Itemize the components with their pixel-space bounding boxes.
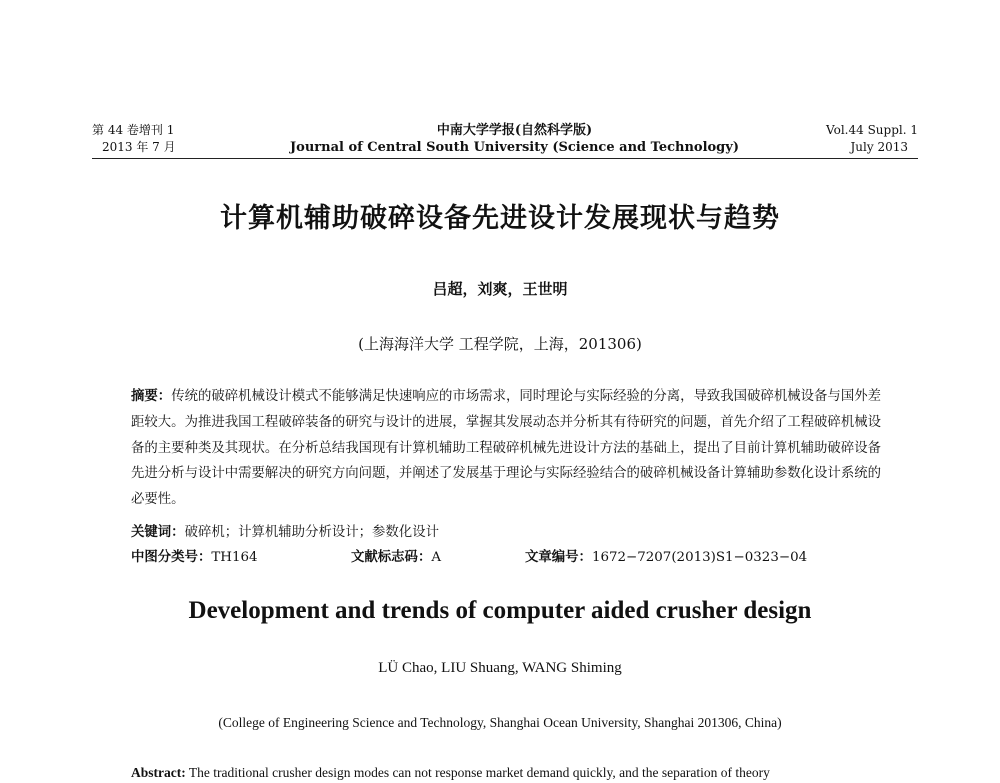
header-volume-en: Vol.44 Suppl. 1 [826, 123, 918, 137]
chinese-abstract [131, 384, 881, 513]
header-divider [92, 158, 918, 159]
chinese-authors: 吕超，刘爽，王世明 [432, 280, 568, 298]
chinese-title: 计算机辅助破碎设备先进设计发展现状与趋势 [220, 203, 780, 234]
english-title: Development and trends of computer aided crusher design [188, 597, 812, 624]
chinese-abstract-label: 摘要： [131, 389, 172, 404]
english-abstract-label: Abstract: [131, 765, 186, 780]
document-code [351, 547, 441, 569]
article-no-label: 文章编号： [525, 550, 592, 565]
chinese-keywords [131, 522, 881, 544]
chinese-affiliation: (上海海洋大学 工程学院，上海，201306) [358, 335, 642, 353]
english-abstract [131, 765, 891, 781]
header-date-en: July 2013 [850, 140, 908, 154]
article-number [525, 547, 807, 569]
clc-value: TH164 [211, 550, 258, 565]
header-date-cn: 2013 年 7 月 [102, 140, 176, 154]
header-journal-name [287, 122, 742, 156]
chinese-keywords-text: 破碎机；计算机辅助分析设计；参数化设计 [184, 525, 439, 540]
english-authors: LÜ Chao, LIU Shuang, WANG Shiming [378, 660, 622, 676]
chinese-abstract-text: 传统的破碎机械设计模式不能够满足快速响应的市场需求，同时理论与实际经验的分离，导致我国破碎机械设备与国外差距较大。为推进我国工程破碎装备的研究与设计的进展，掌握其发展动态并分析其有待研究的问题，首先介绍了工程破碎机械设备的主要种类及其现状。在分析总结我国现有计算机辅助工程破碎机械先进设计方法的基础上，提出了目前计算机辅助破碎设备先进分析与设计中需要解决的研究方向问题，并阐述了发展基于理论与实际经验结合的破碎机械设备计算辅助参数化设计系统的必要性。 [131, 389, 882, 508]
article-no-value: 1672−7207(2013)S1−0323−04 [591, 550, 808, 565]
english-abstract-text: The traditional crusher design modes can not response market demand quickly, and the separation of theory [188, 765, 770, 780]
header-volume-en-block [768, 122, 918, 156]
clc-label: 中图分类号： [131, 550, 212, 565]
english-affiliation: (College of Engineering Science and Technology, Shanghai Ocean University, Shanghai 201306, China) [218, 715, 782, 730]
header-volume-issue [92, 122, 242, 156]
header-volume-cn: 第 44 卷增刊 1 [92, 123, 175, 137]
header-journal-en: Journal of Central South University (Science and Technology) [290, 140, 739, 155]
header-journal-cn: 中南大学学报(自然科学版) [436, 123, 593, 138]
clc-number [131, 547, 258, 569]
doc-code-value: A [431, 550, 442, 565]
chinese-keywords-label: 关键词： [131, 525, 185, 540]
doc-code-label: 文献标志码： [351, 550, 432, 565]
